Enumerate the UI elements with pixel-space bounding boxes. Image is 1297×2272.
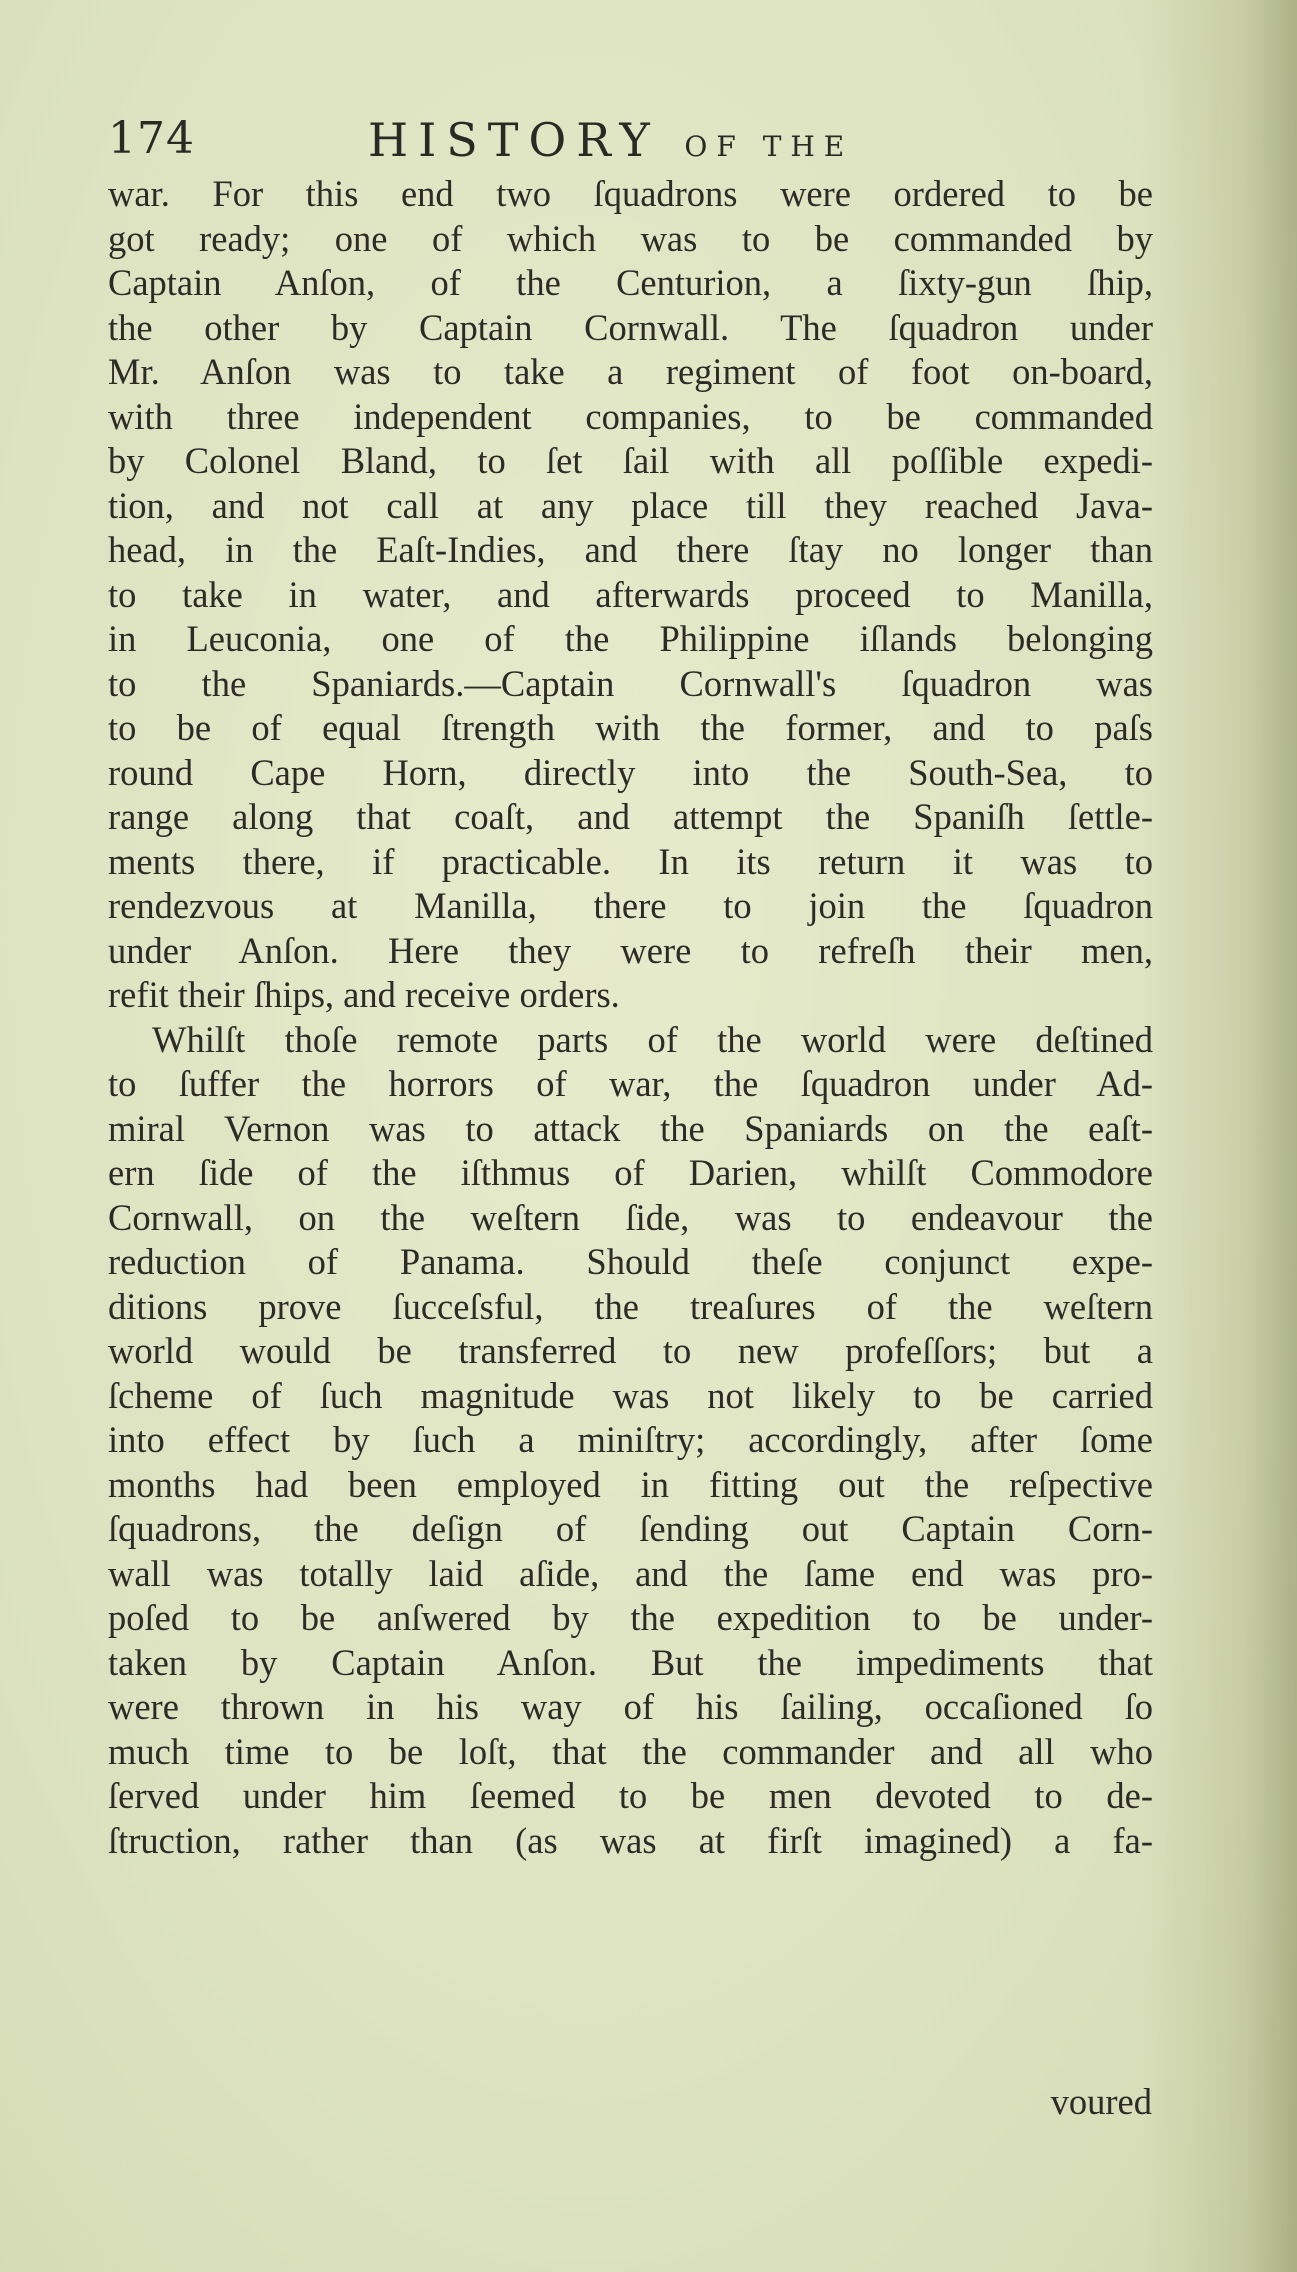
text-line: to the Spaniards.—Captain Cornwall's ſquadron was — [108, 662, 1153, 704]
text-line: range along that coaſt, and attempt the Spaniſh ſettle- — [108, 796, 1153, 837]
text-line: ſquadrons, the deſign of ſending out Captain Corn- — [108, 1508, 1153, 1549]
text-line: tion, and not call at any place till they reached Java- — [108, 484, 1153, 526]
text-line: into effect by ſuch a miniſtry; accordingly, after ſome — [108, 1419, 1153, 1460]
text-line: taken by Captain Anſon. But the impediments that — [108, 1641, 1153, 1683]
catchword: voured — [1050, 2081, 1152, 2122]
body-text — [108, 172, 1153, 1863]
running-head-main: HISTORY — [368, 113, 660, 167]
running-head-small: OF THE — [684, 130, 854, 163]
running-head — [368, 113, 853, 167]
text-line: to ſuffer the horrors of war, the ſquadron under Ad- — [108, 1063, 1153, 1104]
text-line: months had been employed in fitting out the reſpective — [108, 1463, 1153, 1505]
text-line: world would be transferred to new profeſſors; but a — [108, 1330, 1153, 1371]
text-line: got ready; one of which was to be commanded by — [108, 217, 1153, 259]
text-line: ſtruction, rather than (as was at firſt imagined) a fa- — [108, 1819, 1153, 1861]
text-line: ern ſide of the iſthmus of Darien, whilſt Commodore — [108, 1152, 1153, 1193]
text-line: Captain Anſon, of the Centurion, a ſixty-gun ſhip, — [108, 262, 1153, 303]
text-line: reduction of Panama. Should theſe conjunct expe- — [108, 1241, 1153, 1282]
text-line: under Anſon. Here they were to refreſh their men, — [108, 929, 1153, 971]
text-line: with three independent companies, to be commanded — [108, 395, 1153, 437]
text-line: round Cape Horn, directly into the South-Sea, to — [108, 751, 1153, 793]
text-line: ſerved under him ſeemed to be men devoted to de- — [108, 1775, 1153, 1816]
text-line: by Colonel Bland, to ſet ſail with all poſſible expedi- — [108, 440, 1153, 481]
text-line: in Leuconia, one of the Philippine iſlands belonging — [108, 618, 1153, 659]
text-line: poſed to be anſwered by the expedition to be under- — [108, 1597, 1153, 1638]
text-line: were thrown in his way of his ſailing, occaſioned ſo — [108, 1686, 1153, 1727]
text-line: much time to be loſt, that the commander and all who — [108, 1730, 1153, 1772]
text-line: the other by Captain Cornwall. The ſquadron under — [108, 306, 1153, 348]
text-line: to take in water, and afterwards proceed to Manilla, — [108, 573, 1153, 615]
text-line: ſcheme of ſuch magnitude was not likely to be carried — [108, 1374, 1153, 1416]
text-line: war. For this end two ſquadrons were ordered to be — [108, 173, 1153, 214]
text-line: ditions prove ſucceſsful, the treaſures of the weſtern — [108, 1285, 1153, 1327]
text-line: wall was totally laid aſide, and the ſame end was pro- — [108, 1552, 1153, 1594]
text-line: Mr. Anſon was to take a regiment of foot on-board, — [108, 351, 1153, 392]
text-line: miral Vernon was to attack the Spaniards on the eaſt- — [108, 1107, 1153, 1149]
paragraph-start-line: Whilſt thoſe remote parts of the world were deſtined — [152, 1018, 1153, 1060]
text-line: refit their ſhips, and receive orders. — [108, 974, 620, 1015]
page-number: 174 — [108, 113, 195, 164]
text-line: head, in the Eaſt-Indies, and there ſtay no longer than — [108, 529, 1153, 570]
text-line: to be of equal ſtrength with the former, and to paſs — [108, 707, 1153, 748]
text-line: ments there, if practicable. In its return it was to — [108, 840, 1153, 882]
text-line: rendezvous at Manilla, there to join the ſquadron — [108, 885, 1153, 926]
text-line: Cornwall, on the weſtern ſide, was to endeavour the — [108, 1196, 1153, 1238]
